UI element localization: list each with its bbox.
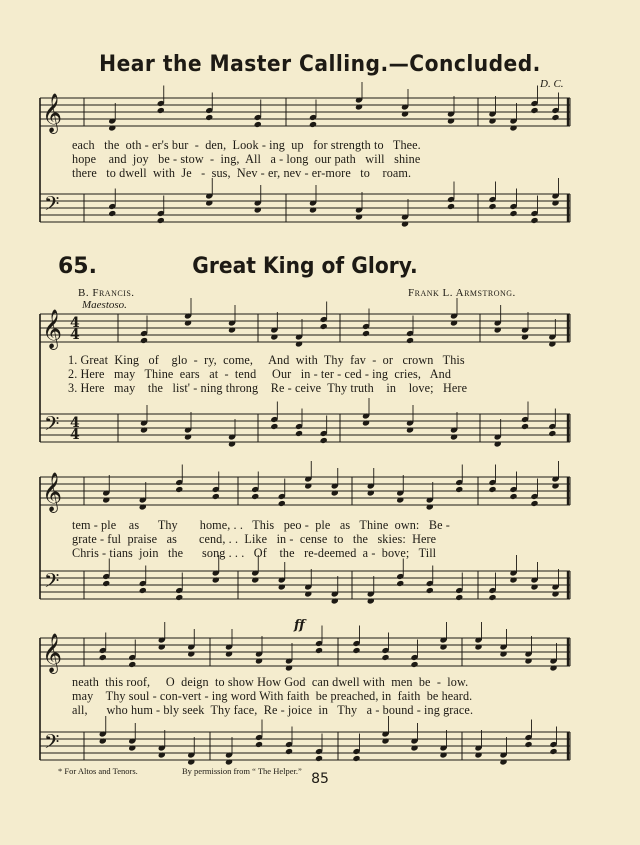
- treble-clef: 𝄞: [42, 633, 63, 673]
- note-head: [187, 758, 195, 765]
- note-head: [439, 643, 447, 650]
- note-head: [362, 419, 370, 426]
- bass-clef: 𝄢: [44, 412, 60, 440]
- note-head: [108, 210, 116, 217]
- footnote-altos: * For Altos and Tenors.: [58, 766, 138, 776]
- note-head: [102, 580, 110, 587]
- dynamic-marking: ff: [294, 618, 305, 633]
- note-head: [212, 493, 220, 500]
- note-head: [488, 594, 496, 601]
- tempo-marking: Maestoso.: [82, 299, 127, 311]
- note-head: [509, 210, 517, 217]
- note-head: [228, 326, 236, 333]
- note-head: [205, 114, 213, 121]
- treble-clef: 𝄞: [42, 93, 63, 133]
- note-head: [278, 500, 286, 507]
- note-head: [158, 751, 166, 758]
- note-head: [139, 503, 147, 510]
- note-head: [488, 117, 496, 124]
- page-title: Hear the Master Calling.—Concluded.: [99, 52, 541, 77]
- note-head: [278, 583, 286, 590]
- lyric-line: 1. Great King of glo - ry, come, And with Thy fav - or crown This: [68, 353, 465, 367]
- note-head: [140, 426, 148, 433]
- note-head: [396, 580, 404, 587]
- bass-clef: 𝄢: [44, 569, 60, 597]
- lyric-line: grate - ful praise as cend, . . Like in - cense to the skies: Here: [72, 532, 437, 546]
- note-head: [102, 496, 110, 503]
- note-head: [254, 121, 262, 128]
- time-signature: 4: [70, 427, 80, 443]
- hymn-title: Great King of Glory.: [192, 254, 418, 279]
- note-head: [494, 326, 502, 333]
- lyric-line: all, who hum - bly seek Thy face, Re - joice in Thy a - bound - ing grace.: [72, 703, 474, 717]
- note-head: [509, 576, 517, 583]
- lyric-line: neath this roof, O deign to show How God can dwell with men be - low.: [72, 675, 469, 689]
- lyric-line: there to dwell with Je - sus, Nev - er, nev - er-more to roam.: [72, 166, 412, 180]
- note-head: [406, 426, 414, 433]
- note-head: [184, 433, 192, 440]
- note-head: [225, 758, 233, 765]
- time-signature: 4: [70, 327, 80, 343]
- note-head: [255, 741, 263, 748]
- note-head: [128, 744, 136, 751]
- note-head: [406, 337, 414, 344]
- hymn-number: 65.: [58, 254, 97, 279]
- note-head: [99, 654, 107, 661]
- footnote-permission: By permission from “ The Helper.”: [182, 766, 302, 776]
- note-head: [309, 206, 317, 213]
- note-head: [488, 486, 496, 493]
- note-head: [304, 590, 312, 597]
- note-head: [381, 737, 389, 744]
- note-head: [410, 661, 418, 668]
- note-head: [228, 440, 236, 447]
- treble-clef: 𝄞: [42, 309, 63, 349]
- note-head: [320, 323, 328, 330]
- note-head: [426, 587, 434, 594]
- note-head: [509, 493, 517, 500]
- note-head: [108, 124, 116, 131]
- note-head: [455, 486, 463, 493]
- note-head: [401, 110, 409, 117]
- note-head: [548, 430, 556, 437]
- note-head: [270, 423, 278, 430]
- note-head: [205, 199, 213, 206]
- note-head: [309, 121, 317, 128]
- note-head: [331, 489, 339, 496]
- note-head: [509, 124, 517, 131]
- note-head: [549, 664, 557, 671]
- note-head: [355, 213, 363, 220]
- lyric-line: hope and joy be - stow - ing, All a - long our path will shine: [72, 152, 421, 166]
- time-signature: 4: [70, 415, 80, 431]
- note-head: [158, 643, 166, 650]
- note-head: [521, 333, 529, 340]
- author-credit: Frank L. Armstrong.: [408, 287, 516, 299]
- page-number: 85: [311, 771, 329, 787]
- note-head: [295, 340, 303, 347]
- note-head: [524, 741, 532, 748]
- note-head: [499, 650, 507, 657]
- note-head: [157, 217, 165, 224]
- note-head: [396, 496, 404, 503]
- treble-clef: 𝄞: [42, 472, 63, 512]
- lyric-line: may Thy soul - con-vert - ing word With faith be preached, in faith be heard.: [72, 689, 473, 703]
- note-head: [285, 664, 293, 671]
- note-head: [551, 482, 559, 489]
- note-head: [175, 594, 183, 601]
- lyric-line: tem - ple as Thy home, . . This peo - ple as Thine own: Be -: [72, 518, 450, 532]
- note-head: [212, 576, 220, 583]
- note-head: [270, 333, 278, 340]
- note-head: [530, 107, 538, 114]
- note-head: [455, 594, 463, 601]
- note-head: [548, 340, 556, 347]
- note-head: [362, 330, 370, 337]
- note-head: [381, 654, 389, 661]
- note-head: [410, 744, 418, 751]
- note-head: [352, 755, 360, 762]
- note-head: [367, 597, 375, 604]
- note-head: [549, 748, 557, 755]
- note-head: [426, 503, 434, 510]
- note-head: [530, 500, 538, 507]
- note-head: [521, 423, 529, 430]
- note-head: [285, 748, 293, 755]
- lyric-line: 3. Here may the list' - ning throng Re - ceive Thy truth in love; Here: [68, 381, 468, 395]
- note-head: [439, 751, 447, 758]
- note-head: [157, 107, 165, 114]
- lyric-line: Chris - tians join the song . . . Of the re-deemed a - bove; Till: [72, 546, 437, 560]
- note-head: [187, 650, 195, 657]
- note-head: [184, 319, 192, 326]
- lyric-line: 2. Here may Thine ears at - tend Our in - ter - ced - ing cries, And: [68, 367, 452, 381]
- lyric-line: each the oth - er's bur - den, Look - ing up for strength to Thee.: [72, 138, 421, 152]
- note-head: [474, 751, 482, 758]
- note-head: [551, 590, 559, 597]
- note-head: [447, 117, 455, 124]
- time-signature: 4: [70, 315, 80, 331]
- note-head: [447, 203, 455, 210]
- note-head: [367, 489, 375, 496]
- note-head: [315, 647, 323, 654]
- note-head: [524, 657, 532, 664]
- note-head: [251, 576, 259, 583]
- note-head: [494, 440, 502, 447]
- note-head: [355, 103, 363, 110]
- bass-clef: 𝄢: [44, 192, 60, 220]
- note-head: [139, 587, 147, 594]
- note-head: [251, 493, 259, 500]
- note-head: [488, 203, 496, 210]
- note-head: [530, 583, 538, 590]
- note-head: [320, 437, 328, 444]
- note-head: [401, 220, 409, 227]
- note-head: [255, 657, 263, 664]
- note-head: [254, 206, 262, 213]
- note-head: [499, 758, 507, 765]
- note-head: [140, 337, 148, 344]
- note-head: [352, 647, 360, 654]
- note-head: [99, 737, 107, 744]
- note-head: [450, 433, 458, 440]
- note-head: [530, 217, 538, 224]
- bass-clef: 𝄢: [44, 730, 60, 758]
- note-head: [450, 319, 458, 326]
- note-head: [175, 486, 183, 493]
- note-head: [551, 114, 559, 121]
- note-head: [304, 482, 312, 489]
- note-head: [551, 199, 559, 206]
- da-capo-mark: D. C.: [540, 78, 564, 90]
- note-head: [315, 755, 323, 762]
- composer-credit: B. Francis.: [78, 287, 135, 299]
- note-head: [225, 650, 233, 657]
- note-head: [331, 597, 339, 604]
- note-head: [128, 661, 136, 668]
- note-head: [474, 643, 482, 650]
- note-head: [295, 430, 303, 437]
